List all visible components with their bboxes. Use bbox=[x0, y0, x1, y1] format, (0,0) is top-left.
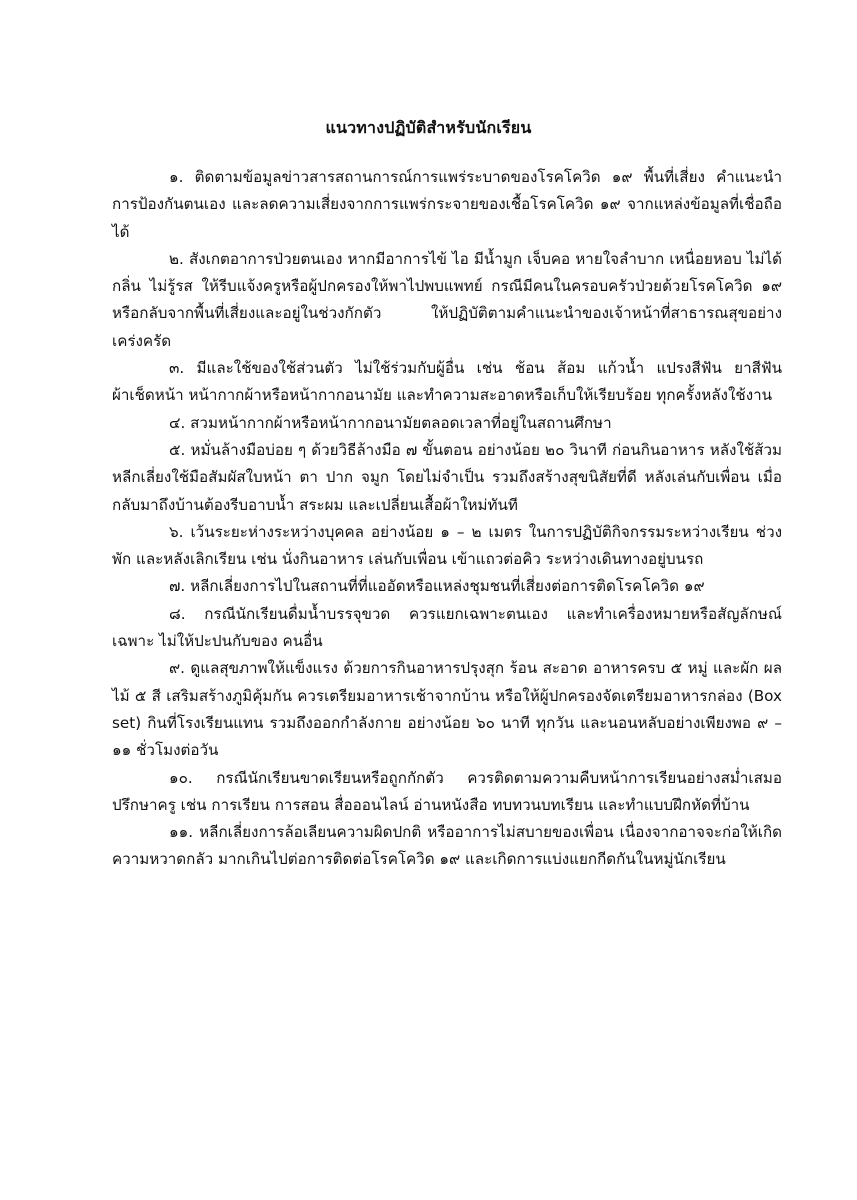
item-text: หลีกเลี่ยงการล้อเลียนความผิดปกติ หรืออาการไม่สบายของเพื่อน เนื่องจากอาจจะก่อให้เกิดความหวาดกลัว มากเกินไปต่อการติดต่อโรคโควิด ๑๙ และเกิดการแบ่งแยกกีดกันในหมู่นักเรียน bbox=[112, 823, 783, 869]
guideline-item bbox=[112, 164, 782, 246]
guideline-item bbox=[112, 655, 782, 764]
item-text: หมั่นล้างมือบ่อย ๆ ด้วยวิธีล้างมือ ๗ ขั้นตอน อย่างน้อย ๒๐ วินาที ก่อนกินอาหาร หลังใช้ส้วม หลีกเลี่ยงใช้มือสัมผัสใบหน้า ตา ปาก จมูก โดยไม่จำเป็น รวมถึงสร้างสุขนิสัยที่ดี หลังเล่นกับเพื่อน เมื่อกลับมาถึงบ้านต้องรีบอาบน้ำ สระผม และเปลี่ยนเสื้อผ้าใหม่ทันที bbox=[112, 440, 782, 514]
item-number: ๒. bbox=[169, 249, 184, 268]
item-number: ๑. bbox=[169, 168, 184, 186]
guideline-item bbox=[112, 437, 782, 519]
guideline-item bbox=[112, 765, 782, 820]
guideline-list bbox=[112, 164, 782, 874]
item-text: กรณีนักเรียนขาดเรียนหรือถูกกักตัว ควรติดตามความคืบหน้าการเรียนอย่างสม่ำเสมอ ปรึกษาครู เช่น การเรียน การสอน สื่อออนไลน์ อ่านหนังสือ ทบทวนบทเรียน และทำแบบฝึกหัดที่บ้าน bbox=[112, 768, 782, 814]
guideline-item bbox=[112, 573, 782, 600]
guideline-item bbox=[112, 355, 782, 410]
item-number: ๗. bbox=[169, 577, 186, 596]
guideline-item bbox=[112, 410, 782, 437]
item-number: ๔. bbox=[169, 413, 186, 432]
guideline-item bbox=[112, 246, 782, 355]
item-text: มีและใช้ของใช้ส่วนตัว ไม่ใช้ร่วมกับผู้อื่น เช่น ช้อน ส้อม แก้วน้ำ แปรงสีฟัน ยาสีฟัน ผ้าเช็ดหน้า หน้ากากผ้าหรือหน้ากากอนามัย และทำความสะอาดหรือเก็บให้เรียบร้อย ทุกครั้งหลังใช้งาน bbox=[112, 359, 783, 405]
item-text: ติดตามข้อมูลข่าวสารสถานการณ์การแพร่ระบาดของโรคโควิด ๑๙ พื้นที่เสี่ยง คำแนะนำการป้องกันตนเอง และลดความเสี่ยงจากการแพร่กระจายของเชื้อโรคโควิด ๑๙ จากแหล่งข้อมูลที่เชื่อถือได้ bbox=[112, 168, 782, 241]
guideline-item bbox=[112, 519, 782, 574]
guideline-item bbox=[112, 601, 782, 656]
item-text: หลีกเลี่ยงการไปในสถานที่ที่แออัดหรือแหล่งชุมชนที่เสี่ยงต่อการติดโรคโควิด ๑๙ bbox=[190, 577, 705, 596]
item-number: ๓. bbox=[169, 359, 185, 378]
guideline-item bbox=[112, 819, 782, 874]
item-text: สังเกตอาการป่วยตนเอง หากมีอาการไข้ ไอ มีน้ำมูก เจ็บคอ หายใจลำบาก เหนื่อยหอบ ไม่ได้กลิ่น ไม่รู้รส ให้รีบแจ้งครูหรือผู้ปกครองให้พาไปพบแพทย์ กรณีมีคนในครอบครัวป่วยด้วยโรคโควิด ๑๙ หรือกลับจากพื้นที่เสี่ยงและอยู่ในช่วงกักตัว ให้ปฏิบัติตามคำแนะนำของเจ้าหน้าที่สาธารณสุขอย่างเคร่งครัด bbox=[112, 249, 782, 350]
item-number: ๙. bbox=[169, 659, 185, 678]
item-number: ๖. bbox=[169, 522, 184, 541]
item-text: เว้นระยะห่างระหว่างบุคคล อย่างน้อย ๑ – ๒ เมตร ในการปฏิบัติกิจกรรมระหว่างเรียน ช่วงพัก และหลังเลิกเรียน เช่น นั่งกินอาหาร เล่นกับเพื่อน เข้าแถวต่อคิว ระหว่างเดินทางอยู่บนรถ bbox=[112, 522, 783, 569]
item-number: ๑๐. bbox=[169, 768, 193, 787]
item-number: ๑๑. bbox=[169, 823, 194, 842]
item-number: ๘. bbox=[169, 604, 186, 623]
item-text: กรณีนักเรียนดื่มน้ำบรรจุขวด ควรแยกเฉพาะตนเอง และทำเครื่องหมายหรือสัญลักษณ์เฉพาะ ไม่ให้ปะปนกับของ คนอื่น bbox=[112, 604, 782, 651]
item-text: สวมหน้ากากผ้าหรือหน้ากากอนามัยตลอดเวลาที่อยู่ในสถานศึกษา bbox=[190, 413, 612, 432]
item-text: ดูแลสุขภาพให้แข็งแรง ด้วยการกินอาหารปรุงสุก ร้อน สะอาด อาหารครบ ๕ หมู่ และผัก ผลไม้ ๕ สี เสริมสร้างภูมิคุ้มกัน ควรเตรียมอาหารเช้าจากบ้าน หรือให้ผู้ปกครองจัดเตรียมอาหารกล่อง (Box set) กินที่โรงเรียนแทน รวมถึงออกกำลังกาย อย่างน้อย ๖๐ นาที ทุกวัน และนอนหลับอย่างเพียงพอ ๙ – ๑๑ ชั่วโมงต่อวัน bbox=[112, 659, 783, 760]
item-number: ๕. bbox=[169, 440, 186, 459]
document-title: แนวทางปฏิบัติสำหรับนักเรียน bbox=[325, 118, 532, 137]
